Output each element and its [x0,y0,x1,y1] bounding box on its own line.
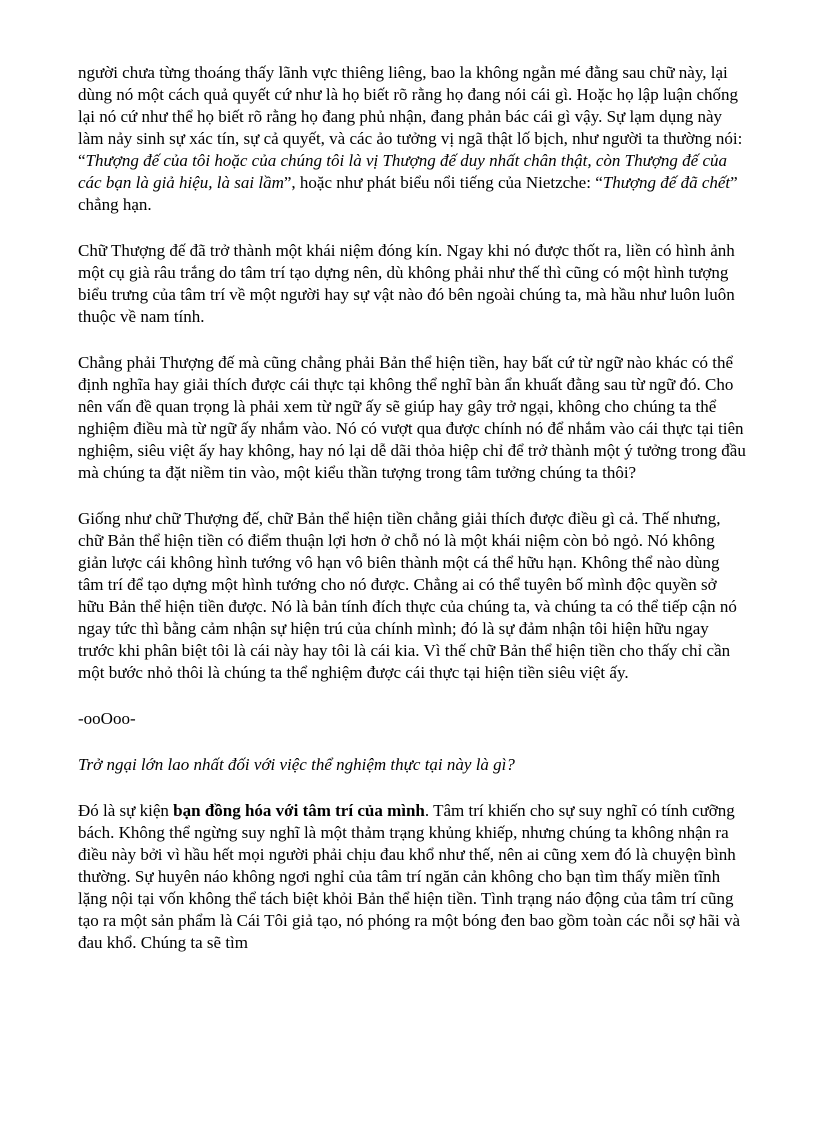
paragraph-5-bold: bạn đồng hóa với tâm trí của mình [173,801,425,820]
paragraph-5-text-b: . Tâm trí khiến cho sự suy nghĩ có tính cưỡng bách. Không thể ngừng suy nghĩ là một thảm trạng khủng khiếp, nhưng chúng ta không nhận ra điều này bởi vì hầu hết mọi người phải chịu đau khổ như thế, nên ai cũng xem đó là chuyện bình thường. Sự huyên náo không ngơi nghỉ của tâm trí ngăn cản không cho bạn tìm thấy miền tĩnh lặng nội tại vốn không thể tách biệt khỏi Bản thể hiện tiền. Tình trạng náo động của tâm trí cũng tạo ra một sản phẩm là Cái Tôi giả tạo, nó phóng ra một bóng đen bao gồm toàn các nỗi sợ hãi và đau khổ. Chúng ta sẽ tìm [78,801,741,952]
paragraph-4: Giống như chữ Thượng đế, chữ Bản thể hiện tiền chẳng giải thích được điều gì cả. Thế nhưng, chữ Bản thể hiện tiền có điểm thuận lợi hơn ở chỗ nó là một khái niệm còn bỏ ngỏ. Nó không giản lược cái không hình tướng vô hạn vô biên thành một cá thể hữu hạn. Không thể nào dùng tâm trí để tạo dựng một hình tướng cho nó được. Chẳng ai có thể tuyên bố mình độc quyền sở hữu Bản thể hiện tiền được. Nó là bản tính đích thực của chúng ta, và chúng ta có thể tiếp cận nó ngay tức thì bằng cảm nhận sự hiện trú của chính mình; đó là sự đảm nhận tôi hiện hữu ngay trước khi phân biệt tôi là cái này hay tôi là cái kia. Vì thế chữ Bản thể hiện tiền cho thấy chỉ cần một bước nhỏ thôi là chúng ta thể nghiệm được cái thực tại hiện tiền siêu việt ấy. [78,509,737,682]
section-separator: -ooOoo- [78,709,136,728]
document-page [78,62,746,978]
paragraph-1-text-c: ” chẳng hạn. [78,173,738,214]
question-heading [78,754,746,776]
paragraph-1-text-a: người chưa từng thoáng thấy lãnh vực thiêng liêng, bao la không ngằn mé đằng sau chữ này, lại dùng nó một cách quả quyết cứ như là họ biết rõ rằng họ đang nói cái gì. Hoặc họ lập luận chống lại nó cứ như thể họ biết rõ rằng họ đang phủ nhận, đang phản bác cái gì vậy. Sự lạm dụng này làm nảy sinh sự xác tín, sự cả quyết, và các ảo tưởng vị ngã thật lố bịch, như người ta thường nói: “ [78,63,743,170]
paragraph-5-text-a: Đó là sự kiện [78,801,174,820]
paragraph-1-text-b: ”, hoặc như phát biểu nổi tiếng của Nietzche: “ [283,173,603,192]
paragraph-5 [78,800,746,954]
paragraph-1 [78,62,746,216]
paragraph-3: Chẳng phải Thượng đế mà cũng chẳng phải Bản thể hiện tiền, hay bất cứ từ ngữ nào khác có thể định nghĩa hay giải thích được cái thực tại không thể nghĩ bàn ẩn khuất đằng sau từ ngữ đó. Cho nên vấn đề quan trọng là phải xem từ ngữ ấy sẽ giúp hay gây trở ngại, không cho chúng ta thể nghiệm điều mà từ ngữ ấy nhắm vào. Nó có vượt qua được chính nó để nhắm vào cái thực tại tiên nghiệm, siêu việt ấy hay không, hay nó lại dễ dãi thỏa hiệp chỉ để trở thành một ý tưởng trong đầu mà chúng ta đặt niềm tin vào, một kiểu thần tượng trong tâm tưởng chúng ta thôi? [78,353,746,482]
paragraph-2: Chữ Thượng đế đã trở thành một khái niệm đóng kín. Ngay khi nó được thốt ra, liền có hình ảnh một cụ già râu trắng do tâm trí tạo dựng nên, dù không phải như thế thì cũng có một hình tượng biểu trưng của tâm trí về một người hay sự vật nào đó bên ngoài chúng ta, mà hầu như luôn luôn thuộc về nam tính. [78,241,735,326]
question-text: Trở ngại lớn lao nhất đối với việc thể nghiệm thực tại này là gì? [78,755,515,774]
paragraph-1-quote-1: Thượng đế của tôi hoặc của chúng tôi là vị Thượng đế duy nhất chân thật, còn Thượng đế của các bạn là giả hiệu, là sai lầm [78,151,727,192]
paragraph-1-quote-2: Thượng đế đã chết [602,173,731,192]
